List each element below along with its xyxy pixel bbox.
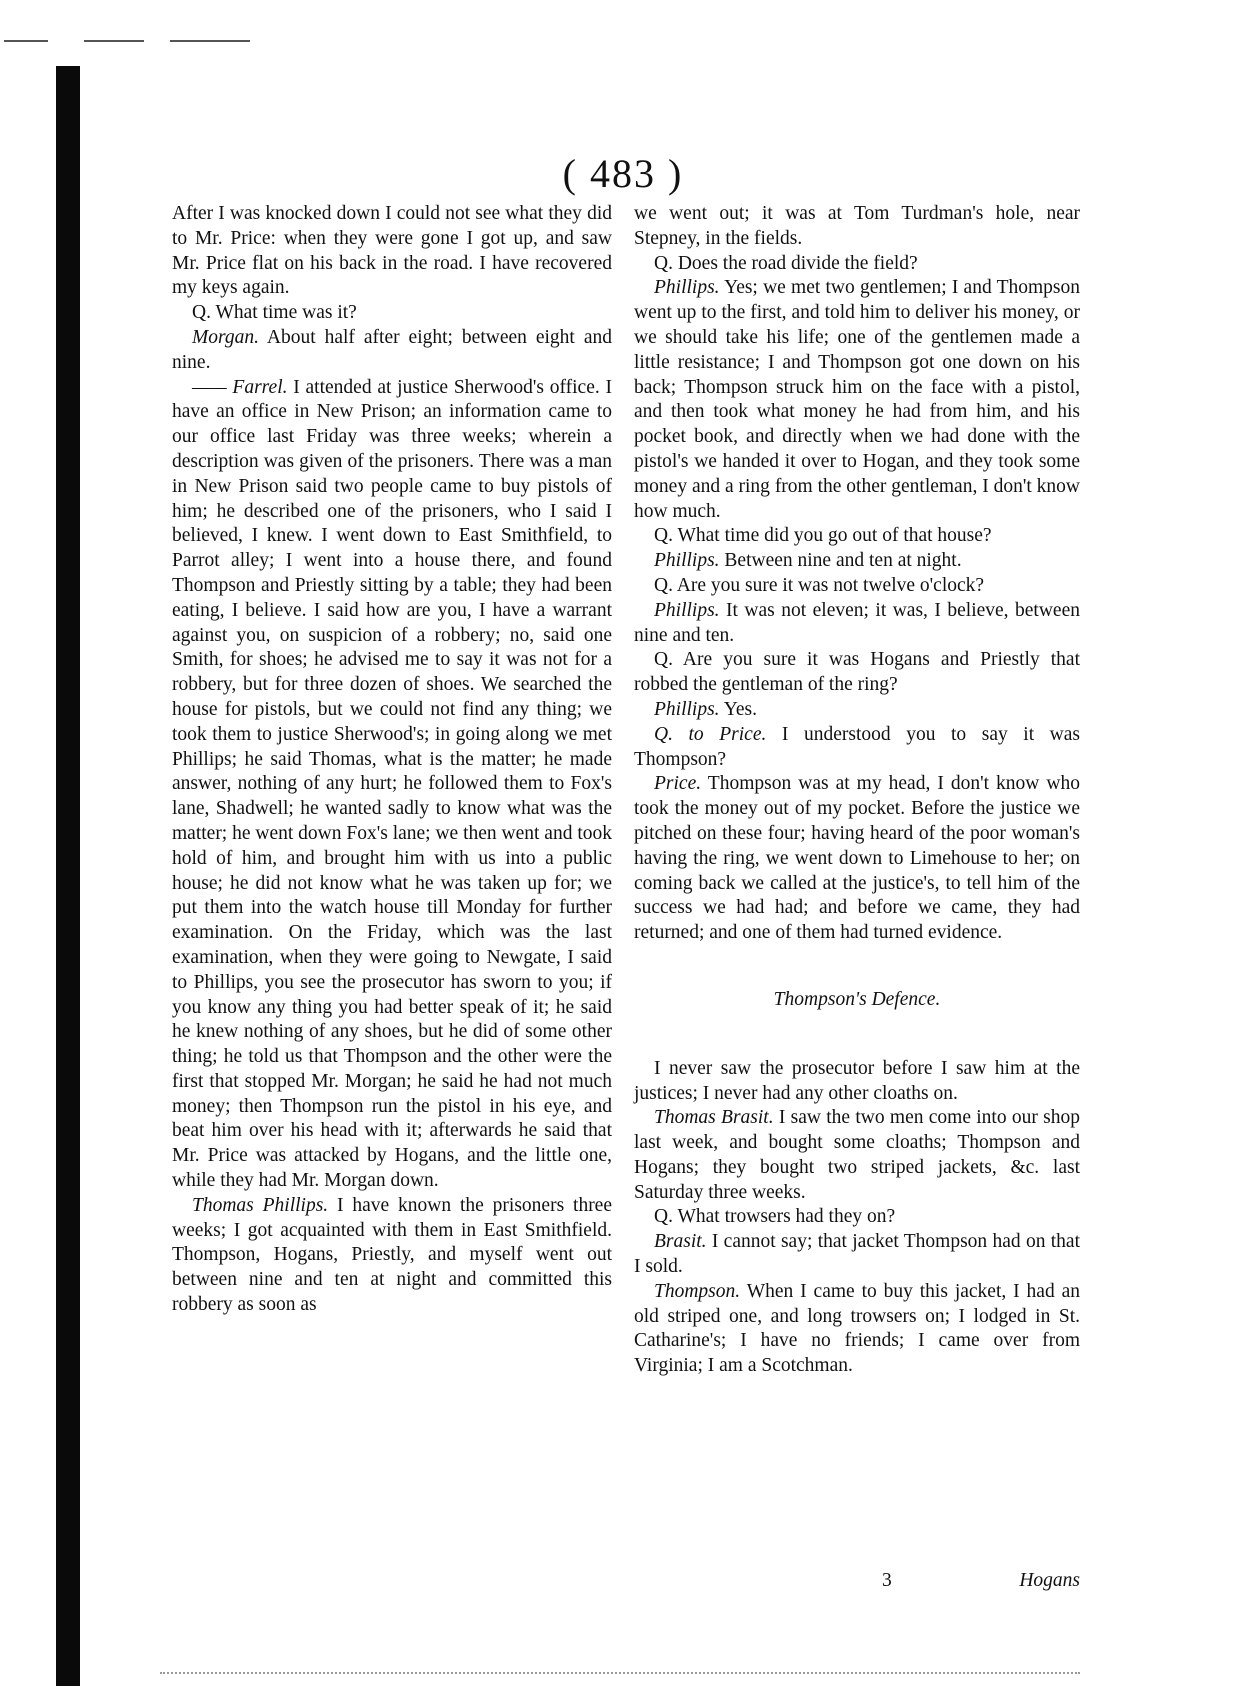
speaker-name: Thomas Phillips.	[192, 1194, 329, 1216]
paragraph-text: we went out; it was at Tom Turdman's hole, near Stepney, in the fields.	[634, 203, 1080, 249]
paragraph-text: Q. Are you sure it was not twelve o'clock?	[654, 574, 985, 596]
speaker-name: Phillips.	[654, 698, 720, 720]
speaker-name: Q. to Price.	[654, 723, 767, 745]
paragraph	[634, 549, 1080, 574]
paragraph	[634, 1280, 1080, 1379]
paragraph-text: Yes.	[723, 698, 757, 720]
paragraph	[634, 1106, 1080, 1205]
paragraph-text: It was not eleven; it was, I believe, between nine and ten.	[634, 599, 1080, 646]
paragraph	[634, 698, 1080, 723]
paragraph	[172, 376, 612, 1194]
paragraph-text: I saw the two men come into our shop last week, and bought some cloaths; Thompson and Hogans; they bought two striped jackets, &c. last Saturday three weeks.	[634, 1107, 1080, 1203]
speaker-name: Thompson.	[654, 1280, 741, 1302]
paragraph	[634, 524, 1080, 549]
paragraph	[634, 772, 1080, 946]
paragraph-text: When I came to buy this jacket, I had an old striped one, and long trowsers on; I lodged in St. Catharine's; I have no friends; I came over from Virginia; I am a Scotchman.	[634, 1280, 1080, 1377]
paragraph-text: Q. Does the road divide the field?	[654, 252, 918, 274]
binding-shadow	[56, 66, 80, 1686]
paragraph-text: Between nine and ten at night.	[724, 550, 962, 572]
catchword: Hogans	[1019, 1570, 1080, 1591]
paragraph	[634, 276, 1080, 524]
paragraph	[634, 648, 1080, 698]
paragraph	[634, 574, 1080, 599]
section-heading: Thompson's Defence.	[773, 988, 941, 1010]
top-rule	[4, 40, 48, 42]
paragraph	[634, 1205, 1080, 1230]
paragraph-text: I never saw the prosecutor before I saw him at the justices; I never had any other cloaths on.	[634, 1057, 1080, 1104]
paragraph-text: Q. Are you sure it was Hogans and Priestly that robbed the gentleman of the ring?	[634, 649, 1080, 696]
page-footer	[634, 1570, 1080, 1596]
speaker-name: Price.	[654, 773, 702, 795]
speaker-name: Phillips.	[654, 550, 720, 572]
paragraph	[172, 202, 612, 301]
paragraph-text: Yes; we met two gentlemen; I and Thompson went up to the first, and told him to deliver his money, or we should take his life; one of the gentlemen made a little resistance; I and Thompson got one down on his back; Thompson struck him on the face with a pistol, and then took what money he had from him, and his pocket book, and directly when we had done with the pistol's we handed it over to Hogan, and they took some money and a ring from the other gentleman, I don't know how much.	[634, 277, 1081, 522]
paragraph-text: About half after eight; between eight and nine.	[172, 326, 612, 373]
speaker-name: —— Farrel.	[192, 376, 288, 398]
paragraph	[634, 1057, 1080, 1107]
paragraph	[634, 202, 1080, 252]
paragraph-text: Thompson was at my head, I don't know who took the money out of my pocket. Before the justice we pitched on these four; having heard of the poor woman's having the ring, we went down to Limehouse to her; on coming back we called at the justice's, to tell him of the success we had had; and before we came, they had returned; and one of them had turned evidence.	[634, 773, 1080, 944]
top-rule	[170, 40, 250, 42]
paragraph-text: I understood you to say it was Thompson?	[634, 723, 1080, 770]
paragraph	[634, 723, 1080, 773]
paragraph-text: I cannot say; that jacket Thompson had on that I sold.	[634, 1231, 1080, 1278]
paragraph-text: Q. What time was it?	[192, 302, 357, 324]
signature-mark: 3	[882, 1570, 892, 1591]
paragraph-text: Q. What time did you go out of that house?	[654, 525, 992, 547]
paragraph	[634, 252, 1080, 277]
paragraph-text: Q. What trowsers had they on?	[654, 1206, 896, 1228]
speaker-name: Morgan.	[192, 326, 259, 348]
speaker-name: Brasit.	[654, 1231, 707, 1253]
right-column	[634, 202, 1080, 1379]
speaker-name: Phillips.	[654, 277, 720, 299]
page-number: ( 483 )	[562, 151, 684, 196]
paragraph	[634, 1230, 1080, 1280]
paragraph	[172, 301, 612, 326]
paragraph-text: I have known the prisoners three weeks; I got acquainted with them in East Smithfield. Thompson, Hogans, Priestly, and myself went out between nine and ten at night and committed this robbery as soon as	[172, 1194, 612, 1316]
paragraph	[634, 599, 1080, 649]
paragraph	[172, 326, 612, 376]
speaker-name: Phillips.	[654, 599, 720, 621]
left-column	[172, 202, 612, 1318]
paragraph	[172, 1194, 612, 1318]
paragraph-text: After I was knocked down I could not see what they did to Mr. Price: when they were gone I got up, and saw Mr. Price flat on his back in the road. I have recovered my keys again.	[172, 203, 612, 299]
top-rule	[84, 40, 144, 42]
bottom-edge-noise	[160, 1672, 1080, 1676]
paragraph-text: I attended at justice Sherwood's office. I have an office in New Prison; an information came to our office last Friday was three weeks; wherein a description was given of the prisoners. There was a man in New Prison said two people came to buy pistols of him; he described one of the prisoners, who I said I believed, I knew. I went down to East Smithfield, to Parrot alley; I went into a house there, and found Thompson and Priestly sitting by a table; they had been eating, I believe. I said how are you, I have a warrant against you, on suspicion of a robbery; no, said one Smith, for shoes; he advised me to say it was not for a robbery, but for three dozen of shoes. We searched the house for pistols, but we could not find any thing; we took them to justice Sherwood's; in going along we met Phillips; he said Thomas, what is the matter; he made answer, nothing of any hurt; he followed them to Fox's lane, Shadwell; he wanted sadly to know what was the matter; he went down Fox's lane; we then went and took hold of him, and brought him with us into a public house; he did not know what he was taken up for; we put them into the watch house till Monday for further examination. On the Friday, which was the last examination, when they were going to Newgate, I said to Phillips, you see the prosecutor has sworn to you; if you know any thing you had better speak of it; he said he knew nothing of any shoes, but he did of some other thing; he told us that Thompson and the other were the first that stopped Mr. Morgan; he said he had not much money; then Thompson run the pistol in his eye, and beat him over his head with it; afterwards he said that Mr. Price was attacked by Hogans, and the little one, while they had Mr. Morgan down.	[172, 376, 612, 1192]
speaker-name: Thomas Brasit.	[654, 1107, 774, 1129]
